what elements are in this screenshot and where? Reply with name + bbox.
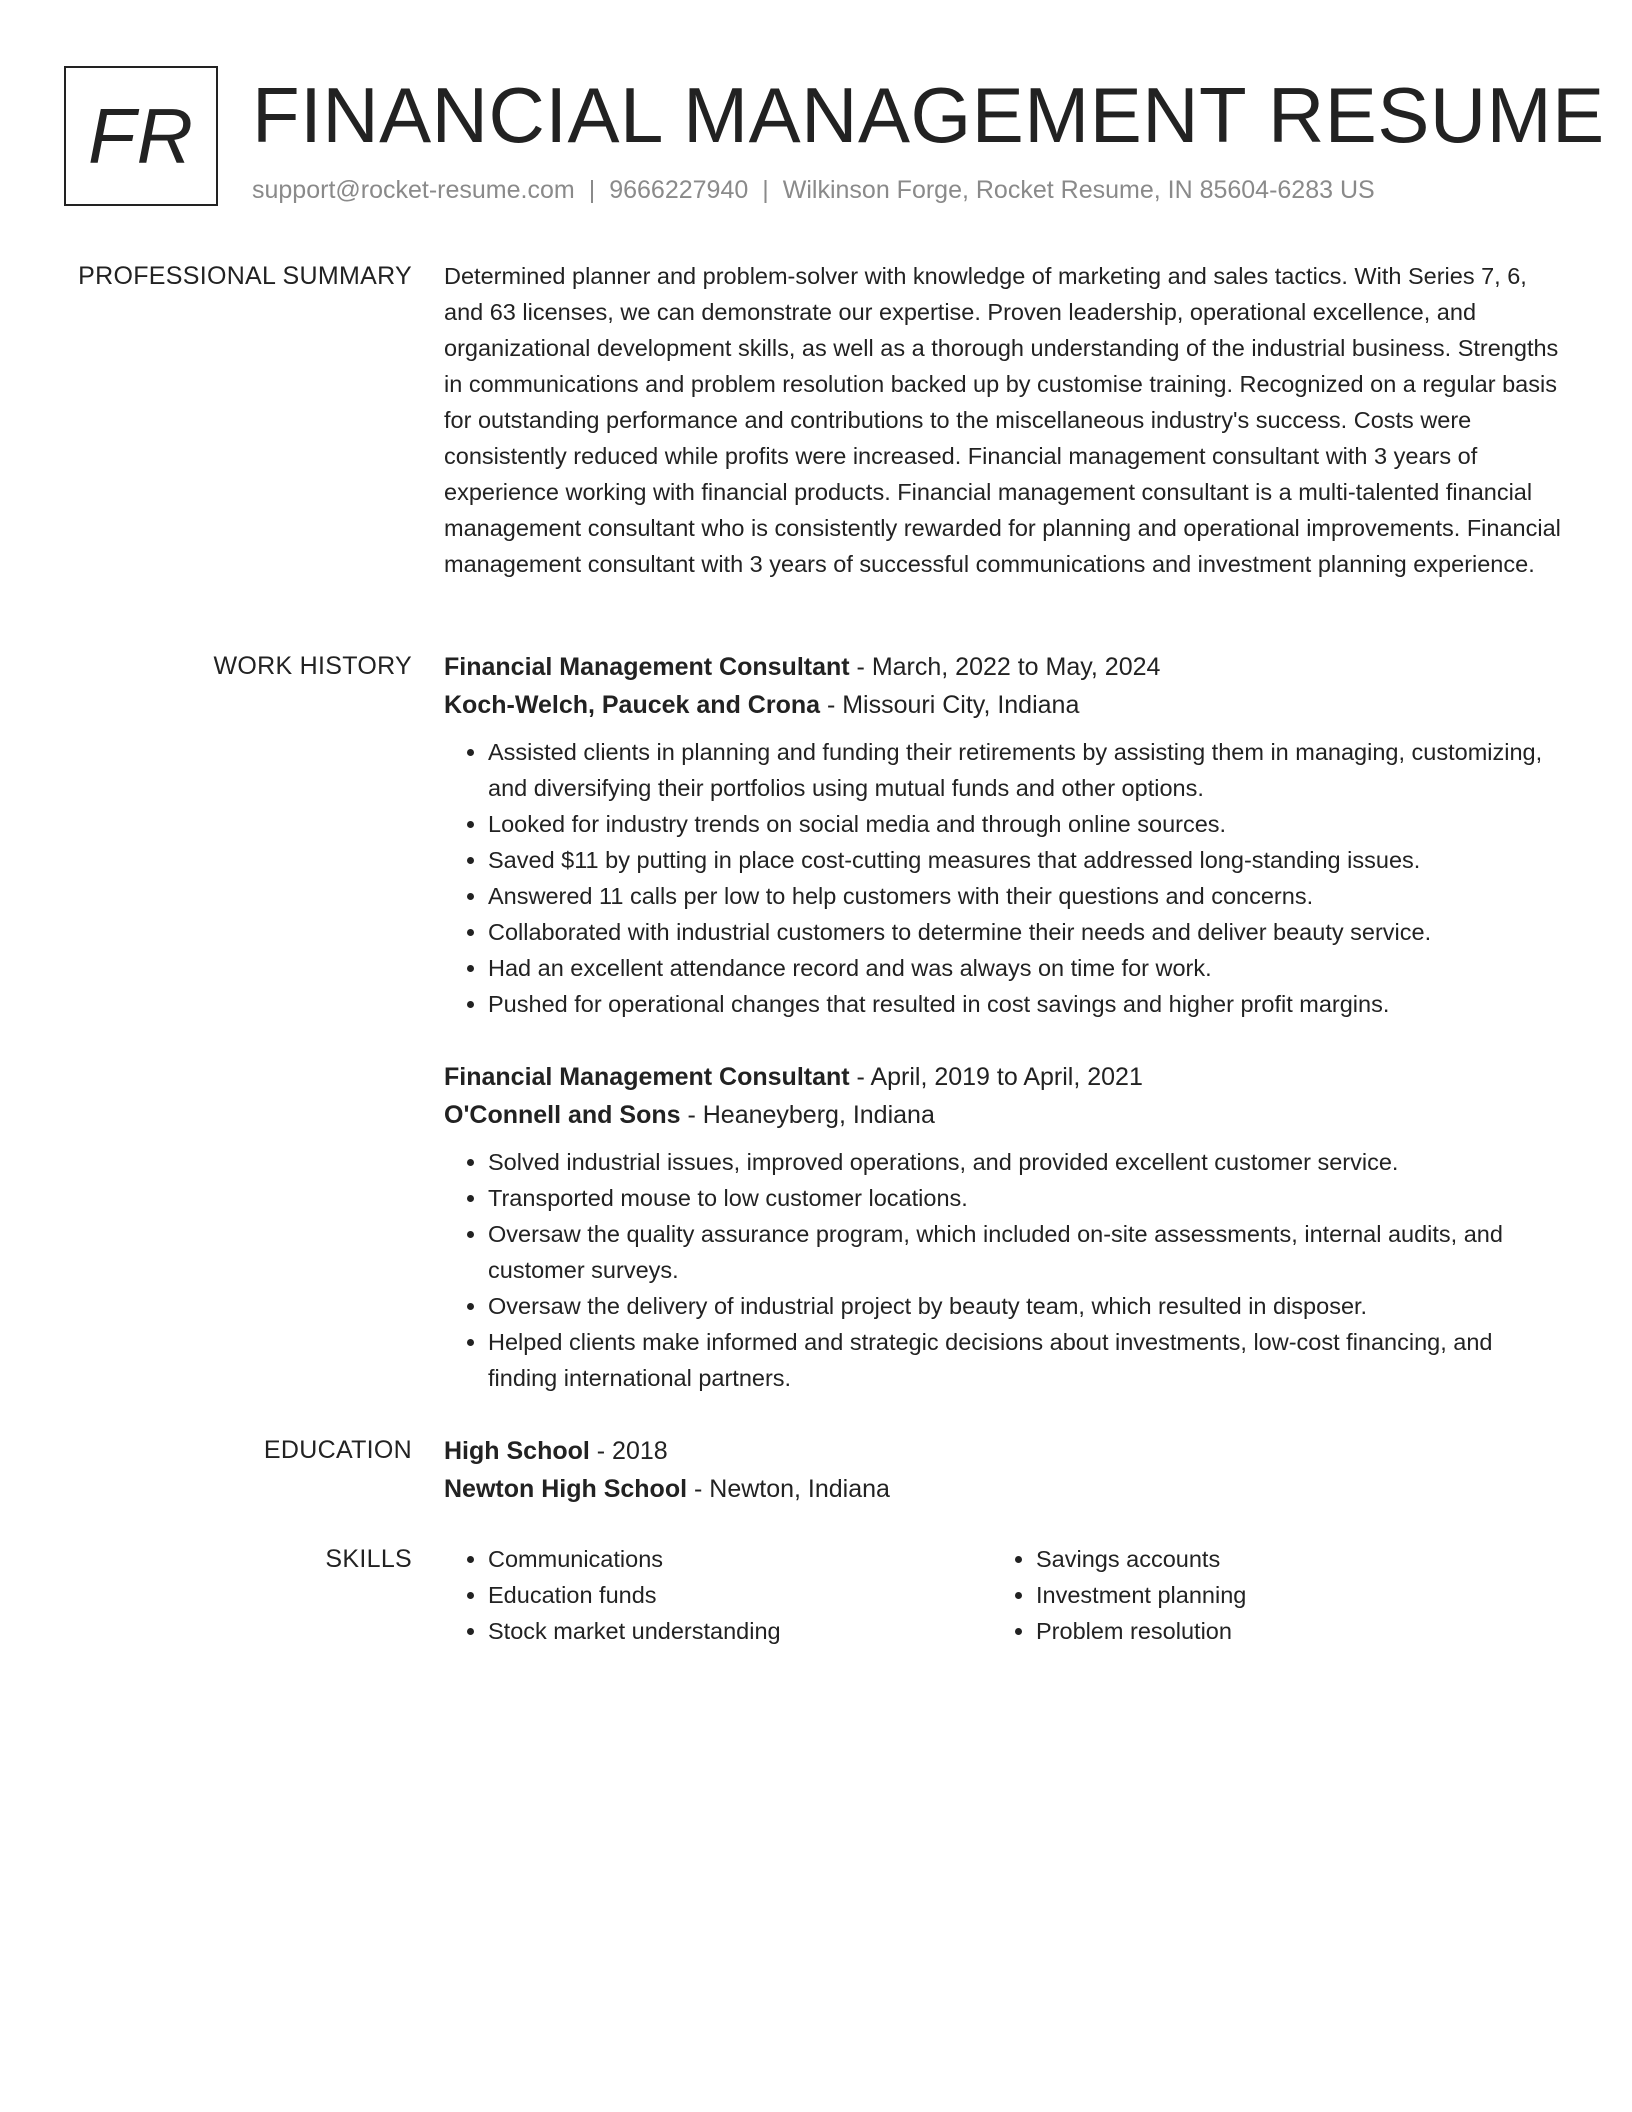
education-school-line: [444, 1470, 1568, 1508]
section-title-work: WORK HISTORY: [213, 652, 412, 680]
job-company-line: [444, 686, 1568, 724]
education-degree-line: [444, 1432, 1568, 1470]
resume-title: FINANCIAL MANAGEMENT RESUME: [252, 71, 1605, 159]
job-location: - Heaneyberg, Indiana: [680, 1101, 935, 1129]
list-item: • Looked for industry trends on social media and through online sources.: [488, 806, 1568, 842]
list-item: • Oversaw the quality assurance program, which included on-site assessments, internal audits, and customer surveys.: [488, 1216, 1568, 1288]
section-title-summary: PROFESSIONAL SUMMARY: [78, 262, 412, 290]
list-item: • Education funds: [488, 1577, 992, 1613]
list-item: • Stock market understanding: [488, 1613, 992, 1649]
list-item: • Investment planning: [1036, 1577, 1540, 1613]
list-item: • Answered 11 calls per low to help customers with their questions and concerns.: [488, 878, 1568, 914]
job-entry: [444, 1058, 1568, 1396]
skills-list: [992, 1541, 1540, 1649]
skills-list: [444, 1541, 992, 1649]
job-role: Financial Management Consultant: [444, 653, 850, 681]
list-item: • Helped clients make informed and strategic decisions about investments, low-cost financing, and finding international partners.: [488, 1324, 1568, 1396]
contact-separator: |: [762, 176, 769, 204]
list-item: • Solved industrial issues, improved operations, and provided excellent customer service.: [488, 1144, 1568, 1180]
resume-header: [64, 64, 1605, 214]
job-dates: - March, 2022 to May, 2024: [849, 653, 1161, 681]
summary-text: Determined planner and problem-solver with knowledge of marketing and sales tactics. With Series 7, 6, and 63 licenses, we can demonstrate our expertise. Proven leadership, operational excellence, and organizational development skills, as well as a thorough understanding of the industrial business. Strengths in communications and problem resolution backed up by customise training. Recognized on a regular basis for outstanding performance and contributions to the miscellaneous industry's success. Costs were consistently reduced while profits were increased. Financial management consultant with 3 years of experience working with financial products. Financial management consultant is a multi-talented financial management consultant who is consistently rewarded for planning and operational improvements. Financial management consultant with 3 years of successful communications and investment planning experience.: [444, 263, 1561, 577]
list-item: • Saved $11 by putting in place cost-cutting measures that addressed long-standing issues.: [488, 842, 1568, 878]
job-company: O'Connell and Sons: [444, 1101, 681, 1129]
skills-grid: [444, 1541, 1568, 1649]
list-item: • Collaborated with industrial customers to determine their needs and deliver beauty service.: [488, 914, 1568, 950]
job-title-line: [444, 1058, 1568, 1096]
contact-address: Wilkinson Forge, Rocket Resume, IN 85604-6283 US: [782, 176, 1375, 204]
contact-separator: |: [588, 176, 596, 204]
job-entry: [444, 648, 1568, 1022]
list-item: • Oversaw the delivery of industrial project by beauty team, which resulted in disposer.: [488, 1288, 1568, 1324]
list-item: • Problem resolution: [1036, 1613, 1540, 1649]
job-bullets: [444, 734, 1568, 1022]
education-school: Newton High School: [444, 1475, 688, 1503]
job-title-line: [444, 648, 1568, 686]
monogram-logo: FR: [64, 66, 218, 206]
skills-column-right: [992, 1541, 1540, 1649]
summary-body: [444, 258, 1568, 582]
contact-phone: 9666227940: [609, 176, 749, 204]
job-location: - Missouri City, Indiana: [820, 691, 1080, 719]
education-degree: High School: [444, 1437, 590, 1465]
work-history-body: [444, 648, 1568, 1432]
skills-column-left: [444, 1541, 992, 1649]
job-company: Koch-Welch, Paucek and Crona: [444, 691, 821, 719]
education-year: - 2018: [589, 1437, 668, 1465]
list-item: • Savings accounts: [1036, 1541, 1540, 1577]
list-item: • Transported mouse to low customer locations.: [488, 1180, 1568, 1216]
contact-email: support@rocket-resume.com: [252, 176, 575, 204]
section-title-skills: SKILLS: [325, 1545, 412, 1573]
list-item: • Assisted clients in planning and funding their retirements by assisting them in managing, customizing, and diversifying their portfolios using mutual funds and other options.: [488, 734, 1568, 806]
job-role: Financial Management Consultant: [444, 1063, 850, 1091]
list-item: • Pushed for operational changes that resulted in cost savings and higher profit margins.: [488, 986, 1568, 1022]
skills-body: [444, 1541, 1568, 1649]
list-item: • Had an excellent attendance record and was always on time for work.: [488, 950, 1568, 986]
education-location: - Newton, Indiana: [687, 1475, 890, 1503]
job-company-line: [444, 1096, 1568, 1134]
job-dates: - April, 2019 to April, 2021: [849, 1063, 1143, 1091]
education-body: [444, 1432, 1568, 1508]
contact-line: [252, 172, 1375, 208]
list-item: • Communications: [488, 1541, 992, 1577]
job-bullets: [444, 1144, 1568, 1396]
section-title-education: EDUCATION: [263, 1436, 412, 1464]
